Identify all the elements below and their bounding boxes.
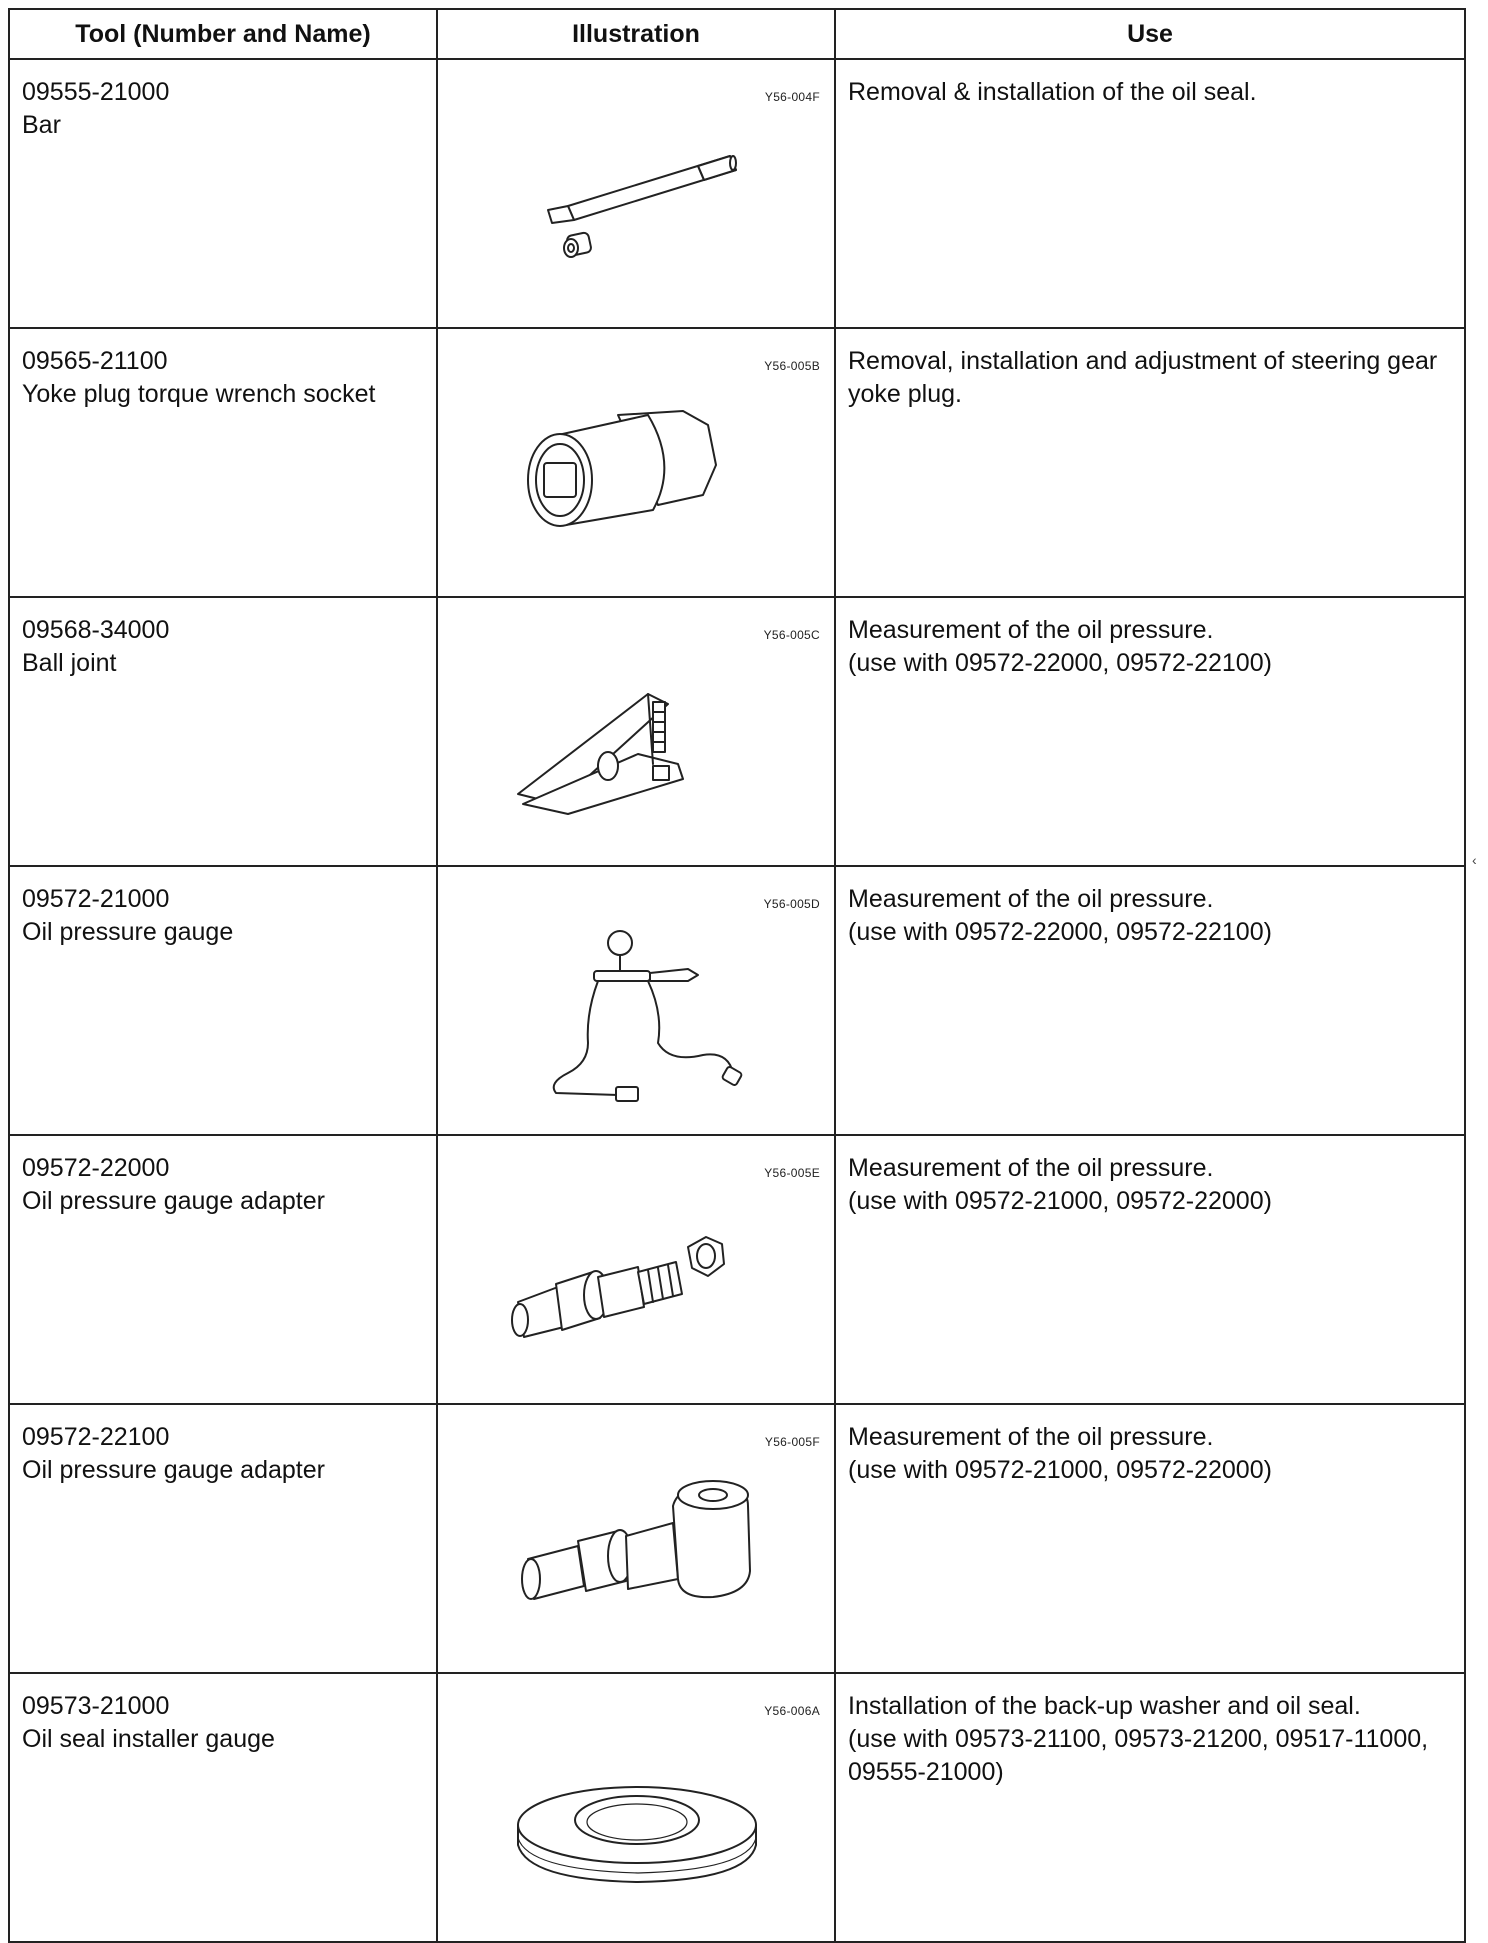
table-row	[9, 59, 1465, 328]
use-text: Installation of the back-up washer and oil seal.	[848, 1692, 1361, 1720]
tool-cell	[9, 1404, 437, 1673]
use-cell	[835, 1673, 1465, 1942]
tool-cell	[9, 1673, 437, 1942]
figure-code: Y56-005C	[763, 628, 820, 642]
table-row	[9, 1404, 1465, 1673]
tool-name: Yoke plug torque wrench socket	[22, 380, 376, 408]
use-cell	[835, 328, 1465, 597]
tool-number: 09555-21000	[22, 78, 170, 106]
socket-icon	[498, 385, 778, 565]
use-text: Measurement of the oil pressure.	[848, 885, 1214, 913]
illustration-cell	[437, 1673, 835, 1942]
bar-with-collar-icon	[498, 116, 778, 296]
illustration-cell	[437, 59, 835, 328]
use-text: (use with 09572-22000, 09572-22100)	[848, 649, 1272, 677]
use-cell	[835, 866, 1465, 1135]
threaded-adapter-nut-icon	[498, 1192, 778, 1372]
use-text: Measurement of the oil pressure.	[848, 1154, 1214, 1182]
tool-name: Oil pressure gauge adapter	[22, 1456, 325, 1484]
tool-cell	[9, 597, 437, 866]
header-tool: Tool (Number and Name)	[9, 9, 437, 59]
use-cell	[835, 597, 1465, 866]
tool-cell	[9, 866, 437, 1135]
use-cell	[835, 59, 1465, 328]
figure-code: Y56-005B	[764, 359, 820, 373]
figure-code: Y56-005F	[764, 1435, 820, 1449]
illustration-cell	[437, 1135, 835, 1404]
tool-name: Ball joint	[22, 649, 117, 677]
table-row	[9, 1135, 1465, 1404]
ball-joint-puller-icon	[498, 654, 778, 834]
tool-cell	[9, 328, 437, 597]
illustration-cell	[437, 328, 835, 597]
illustration-cell	[437, 866, 835, 1135]
tool-name: Oil pressure gauge adapter	[22, 1187, 325, 1215]
header-illustration: Illustration	[437, 9, 835, 59]
illustration-cell	[437, 1404, 835, 1673]
use-text: (use with 09573-21100, 09573-21200, 09517-11000, 09555-21000)	[848, 1725, 1429, 1786]
tool-number: 09572-22000	[22, 1154, 170, 1182]
special-tools-table	[8, 8, 1466, 1943]
table-row	[9, 1673, 1465, 1942]
use-text: Measurement of the oil pressure.	[848, 616, 1214, 644]
tool-cell	[9, 59, 437, 328]
pressure-gauge-hose-icon	[498, 923, 778, 1103]
illustration-cell	[437, 597, 835, 866]
margin-mark: ‹	[1472, 852, 1477, 868]
use-cell	[835, 1404, 1465, 1673]
figure-code: Y56-005E	[764, 1166, 820, 1180]
use-text: Removal & installation of the oil seal.	[848, 78, 1257, 106]
tool-number: 09565-21100	[22, 347, 168, 375]
use-text: (use with 09572-21000, 09572-22000)	[848, 1456, 1272, 1484]
tool-number: 09572-21000	[22, 885, 170, 913]
tool-number: 09568-34000	[22, 616, 170, 644]
header-use: Use	[835, 9, 1465, 59]
banjo-adapter-icon	[498, 1461, 778, 1641]
table-row	[9, 328, 1465, 597]
table-row	[9, 597, 1465, 866]
use-text: (use with 09572-22000, 09572-22100)	[848, 918, 1272, 946]
use-text: (use with 09572-21000, 09572-22000)	[848, 1187, 1272, 1215]
tool-cell	[9, 1135, 437, 1404]
use-text: Removal, installation and adjustment of steering gear yoke plug.	[848, 347, 1438, 408]
tool-name: Bar	[22, 111, 61, 139]
header-row	[9, 9, 1465, 59]
figure-code: Y56-006A	[764, 1704, 820, 1718]
use-text: Measurement of the oil pressure.	[848, 1423, 1214, 1451]
tool-number: 09573-21000	[22, 1692, 170, 1720]
table-row	[9, 866, 1465, 1135]
figure-code: Y56-005D	[763, 897, 820, 911]
seal-installer-ring-icon	[498, 1730, 778, 1910]
use-cell	[835, 1135, 1465, 1404]
figure-code: Y56-004F	[764, 90, 820, 104]
tool-name: Oil seal installer gauge	[22, 1725, 275, 1753]
tool-number: 09572-22100	[22, 1423, 170, 1451]
tool-name: Oil pressure gauge	[22, 918, 234, 946]
